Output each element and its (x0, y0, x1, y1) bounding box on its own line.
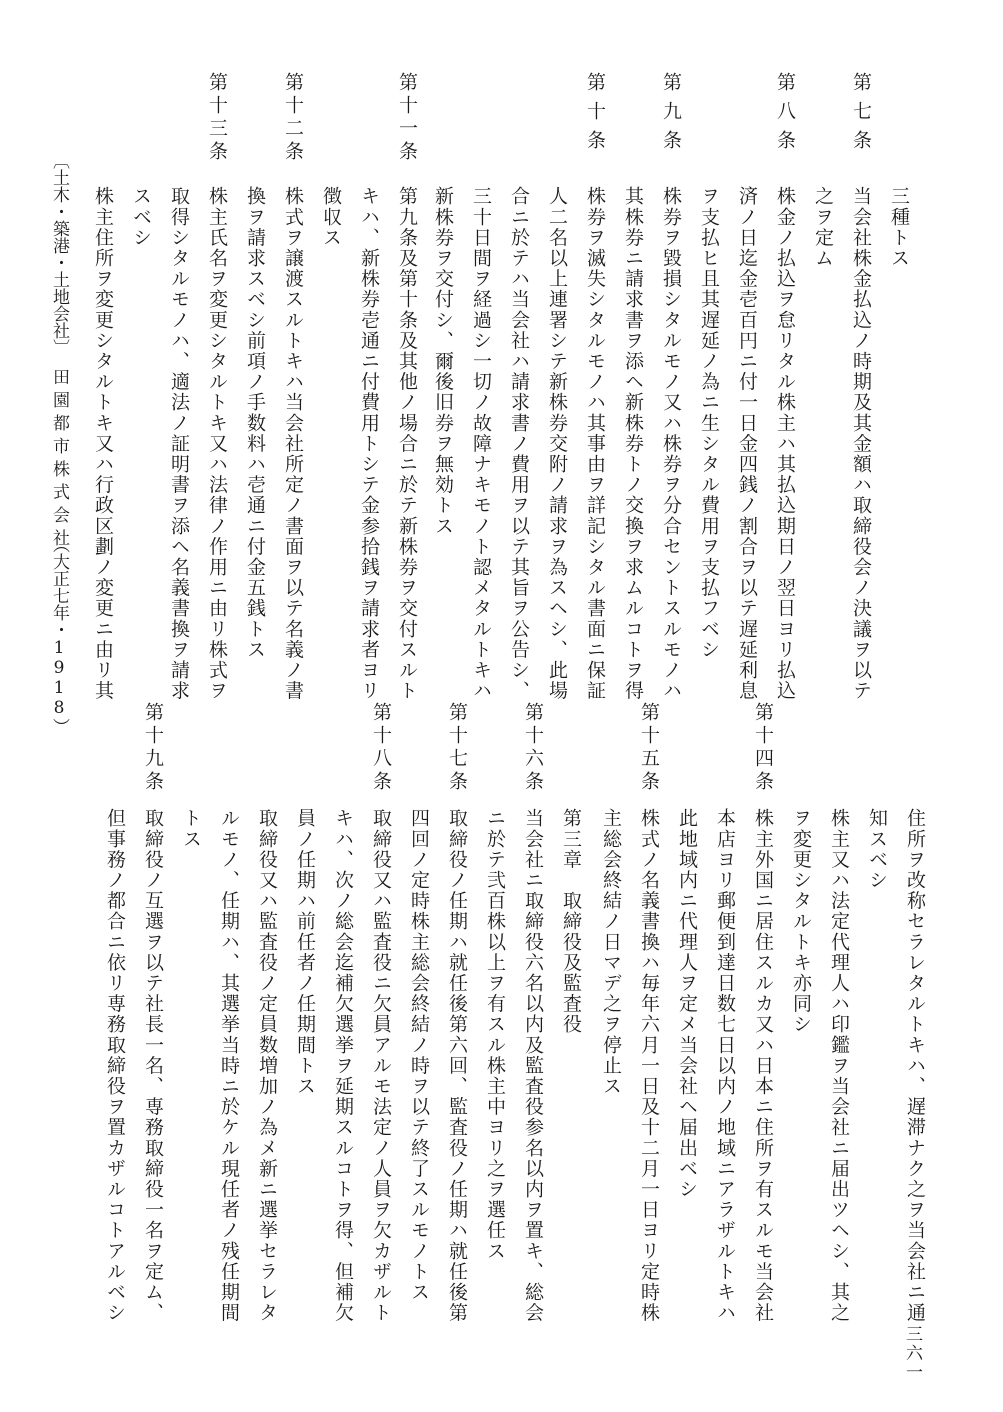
article-heading: 第十五条 (638, 702, 660, 794)
text-column: 株券ヲ滅失シタルモノハ其事由ヲ詳記シタル書面ニ保証 (584, 186, 606, 701)
text-column: 之ヲ定ム (812, 186, 834, 269)
text-column: 株式ヲ譲渡スルトキハ当会社所定ノ書面ヲ以テ名義ノ書 (282, 186, 304, 701)
text-column: 四回ノ定時株主総会終結ノ時ヲ以テ終了スルモノトス (408, 808, 430, 1303)
text-column: 株主又ハ法定代理人ハ印鑑ヲ当会社ニ届出ツヘシ、其之 (828, 808, 850, 1323)
text-column: 取締役ノ任期ハ就任後第六回、監査役ノ任期ハ就任後第 (446, 808, 468, 1323)
article-heading: 第十六条 (522, 702, 544, 794)
text-column: 人二名以上連署シテ新株券交附ノ請求ヲ為スヘシ、此場 (546, 186, 568, 701)
footer-company: 田園都市株式会社 (49, 368, 69, 552)
text-column: 三十日間ヲ経過シ一切ノ故障ナキモノト認メタルトキハ (470, 186, 492, 701)
text-column: 当会社株金払込ノ時期及其金額ハ取締役会ノ決議ヲ以テ (850, 186, 872, 701)
article-heading: 第十一条 (396, 72, 418, 164)
text-column: 第九条及第十条及其他ノ場合ニ於テ新株券ヲ交付スルト (396, 186, 418, 701)
text-column: 本店ヨリ郵便到達日数七日以内ノ地域ニアラザルトキハ (714, 808, 736, 1323)
text-column: 当会社ニ取締役六名以内及監査役参名以内ヲ置キ、総会 (522, 808, 544, 1323)
text-column: 合ニ於テハ当会社ハ請求書ノ費用ヲ以テ其旨ヲ公告シ、 (508, 186, 530, 701)
text-column: 済ノ日迄金壱百円ニ付一日金四銭ノ割合ヲ以テ遅延利息 (736, 186, 758, 701)
text-column: 取締役又ハ監査役ニ欠員アルモ法定ノ人員ヲ欠カザルト (370, 808, 392, 1323)
article-heading: 第十八条 (370, 702, 392, 794)
text-column: 此地域内ニ代理人ヲ定メ当会社ヘ届出ベシ (676, 808, 698, 1200)
text-column: トス (180, 808, 202, 850)
text-column: 株券ヲ毀損シタルモノ又ハ株券ヲ分合セントスルモノハ (660, 186, 682, 701)
text-column: 其株券ニ請求書ヲ添ヘ新株券トノ交換ヲ求ムルコトヲ得 (622, 186, 644, 701)
text-column: 株主住所ヲ変更シタルトキ又ハ行政区劃ノ変更ニ由リ其 (92, 186, 114, 701)
text-column: 株主外国ニ居住スルカ又ハ日本ニ住所ヲ有スルモ当会社 (752, 808, 774, 1323)
text-column: 取締役ノ互選ヲ以テ社長一名、専務取締役一名ヲ定ム、 (142, 808, 164, 1323)
footer-era: （大正七年・1918） (49, 536, 69, 735)
article-heading: 第十九条 (142, 702, 164, 794)
text-column: 換ヲ請求スベシ前項ノ手数料ハ壱通ニ付金五銭トス (244, 186, 266, 660)
text-column: スベシ (130, 186, 152, 248)
article-heading: 第十二条 (282, 72, 304, 164)
article-heading: 第九条 (660, 72, 682, 159)
article-heading: 第七条 (850, 72, 872, 159)
text-column: 株主氏名ヲ変更シタルトキ又ハ法律ノ作用ニ由リ株式ヲ (206, 186, 228, 701)
text-column: ヲ変更シタルトキ亦同シ (790, 808, 812, 1035)
text-column: 主総会終結ノ日マデ之ヲ停止ス (600, 808, 622, 1097)
text-column: 徴収ス (320, 186, 342, 248)
text-column: 株金ノ払込ヲ怠リタル株主ハ其払込期日ノ翌日ヨリ払込 (774, 186, 796, 701)
text-column: 株式ノ名義書換ハ毎年六月一日及十二月一日ヨリ定時株 (638, 808, 660, 1323)
footer-category: 〔土木・築港・土地会社〕 (49, 152, 69, 356)
article-heading: 第十四条 (752, 702, 774, 794)
text-column: 住所ヲ改称セラレタルトキハ、遅滞ナク之ヲ当会社ニ通 (904, 808, 926, 1323)
article-heading: 第十七条 (446, 702, 468, 794)
text-column: 取得シタルモノハ、適法ノ証明書ヲ添ヘ名義書換ヲ請求 (168, 186, 190, 701)
article-heading: 第八条 (774, 72, 796, 159)
text-column: 取締役又ハ監査役ノ定員数増加ノ為メ新ニ選挙セラレタ (256, 808, 278, 1323)
text-column: 知スベシ (866, 808, 888, 891)
text-column: ルモノ、任期ハ、其選挙当時ニ於ケル現任者ノ残任期間 (218, 808, 240, 1323)
text-column: ニ於テ弐百株以上ヲ有スル株主中ヨリ之ヲ選任ス (484, 808, 506, 1262)
article-heading: 第十条 (584, 72, 606, 159)
text-column: 但事務ノ都合ニ依リ専務取締役ヲ置カザルコトアルベシ (104, 808, 126, 1323)
text-column: ヲ支払ヒ且其遅延ノ為ニ生シタル費用ヲ支払フベシ (698, 186, 720, 660)
text-column: キハ、次ノ総会迄補欠選挙ヲ延期スルコトヲ得、但補欠 (332, 808, 354, 1323)
article-heading: 第十三条 (206, 72, 228, 164)
chapter-heading: 第三章 取締役及監査役 (560, 808, 582, 1035)
text-column: 三種トス (888, 186, 910, 269)
text-column: 新株券ヲ交付シ、爾後旧券ヲ無効トス (432, 186, 454, 537)
page-number: 三六一 (902, 1325, 922, 1382)
text-column: 員ノ任期ハ前任者ノ任期間トス (294, 808, 316, 1097)
text-column: キハ、新株券壱通ニ付費用トシテ金参拾銭ヲ請求者ヨリ (358, 186, 380, 701)
